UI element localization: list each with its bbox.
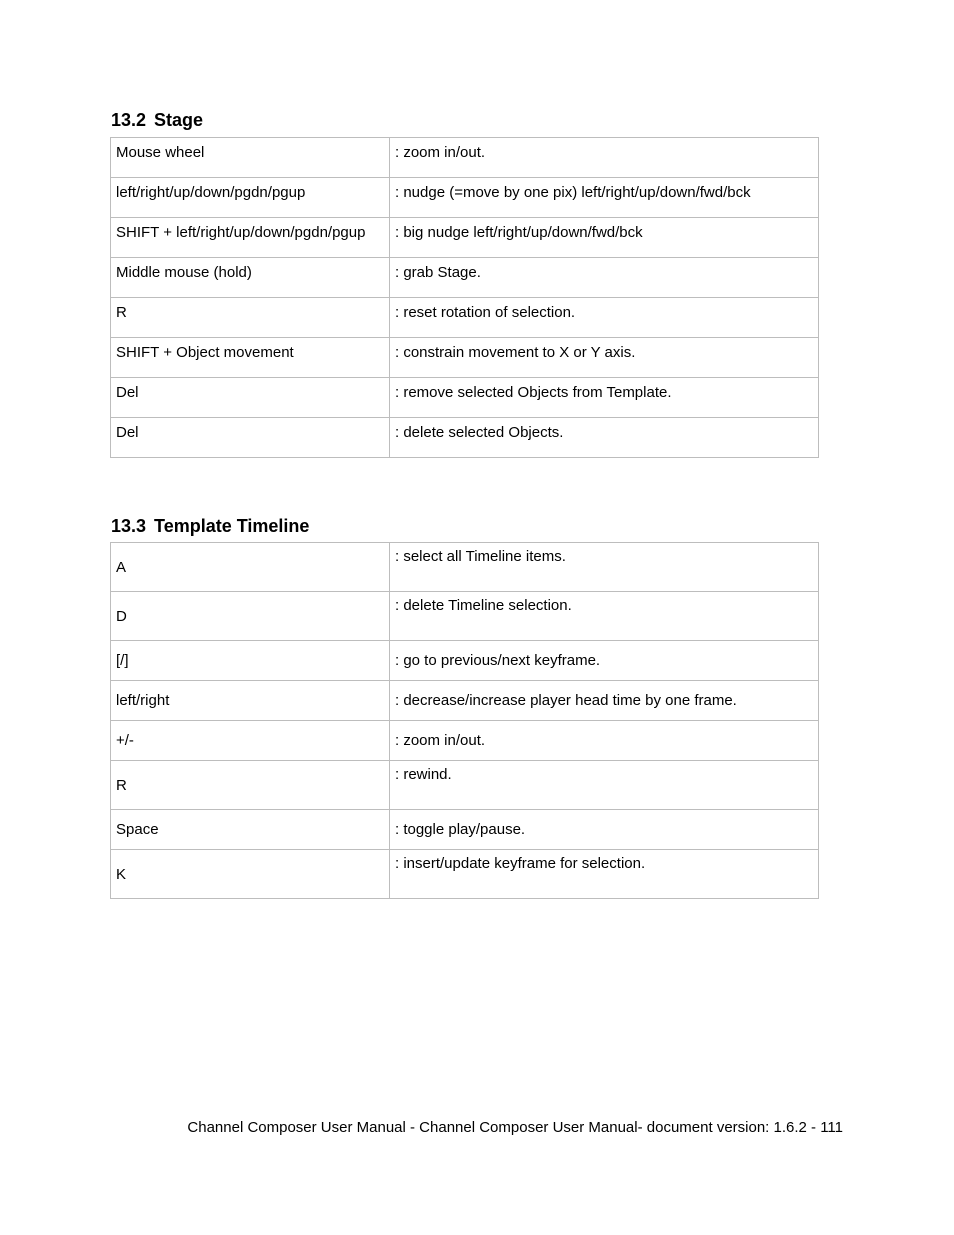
shortcut-description: : nudge (=move by one pix) left/right/up/down/fwd/bck (390, 178, 819, 218)
shortcut-description: : insert/update keyframe for selection. (390, 850, 819, 899)
shortcut-description: : go to previous/next keyframe. (390, 641, 819, 681)
table-row (111, 850, 819, 899)
shortcut-key: SHIFT + left/right/up/down/pgdn/pgup (111, 218, 390, 258)
section-number: 13.3 (111, 516, 147, 536)
shortcut-description: : remove selected Objects from Template. (390, 378, 819, 418)
table-row (111, 641, 819, 681)
table-row (111, 338, 819, 378)
table-row (111, 298, 819, 338)
shortcut-description: : reset rotation of selection. (390, 298, 819, 338)
shortcut-key: K (111, 850, 390, 899)
table-row (111, 418, 819, 458)
shortcut-description: : select all Timeline items. (390, 543, 819, 592)
shortcut-key: Middle mouse (hold) (111, 258, 390, 298)
timeline-shortcuts-table (110, 542, 819, 899)
table-row (111, 218, 819, 258)
shortcut-key: R (111, 298, 390, 338)
table-row (111, 543, 819, 592)
shortcut-key: Mouse wheel (111, 138, 390, 178)
table-row (111, 378, 819, 418)
table-row (111, 761, 819, 810)
shortcut-description: : zoom in/out. (390, 721, 819, 761)
shortcut-key: R (111, 761, 390, 810)
table-row (111, 592, 819, 641)
section-number: 13.2 (111, 110, 147, 130)
shortcut-key: Del (111, 418, 390, 458)
table-row (111, 681, 819, 721)
section-heading-template-timeline (111, 516, 309, 536)
table-row (111, 138, 819, 178)
section-heading-stage (111, 110, 203, 130)
section-title: Stage (154, 110, 204, 130)
shortcut-key: A (111, 543, 390, 592)
table-row (111, 721, 819, 761)
shortcut-description: : big nudge left/right/up/down/fwd/bck (390, 218, 819, 258)
shortcut-description: : zoom in/out. (390, 138, 819, 178)
shortcut-description: : rewind. (390, 761, 819, 810)
shortcut-description: : delete selected Objects. (390, 418, 819, 458)
shortcut-description: : constrain movement to X or Y axis. (390, 338, 819, 378)
shortcut-key: +/- (111, 721, 390, 761)
table-row (111, 178, 819, 218)
shortcut-description: : decrease/increase player head time by one frame. (390, 681, 819, 721)
shortcut-key: Space (111, 810, 390, 850)
shortcut-key: left/right (111, 681, 390, 721)
section-title: Template Timeline (154, 516, 310, 536)
page-footer: Channel Composer User Manual - Channel Composer User Manual- document version: 1.6.2 - 111 (187, 1119, 843, 1136)
shortcut-key: D (111, 592, 390, 641)
table-row (111, 258, 819, 298)
shortcut-description: : grab Stage. (390, 258, 819, 298)
shortcut-key: Del (111, 378, 390, 418)
shortcut-description: : delete Timeline selection. (390, 592, 819, 641)
stage-shortcuts-table (110, 137, 819, 458)
shortcut-key: [/] (111, 641, 390, 681)
shortcut-key: left/right/up/down/pgdn/pgup (111, 178, 390, 218)
shortcut-key: SHIFT + Object movement (111, 338, 390, 378)
table-row (111, 810, 819, 850)
shortcut-description: : toggle play/pause. (390, 810, 819, 850)
